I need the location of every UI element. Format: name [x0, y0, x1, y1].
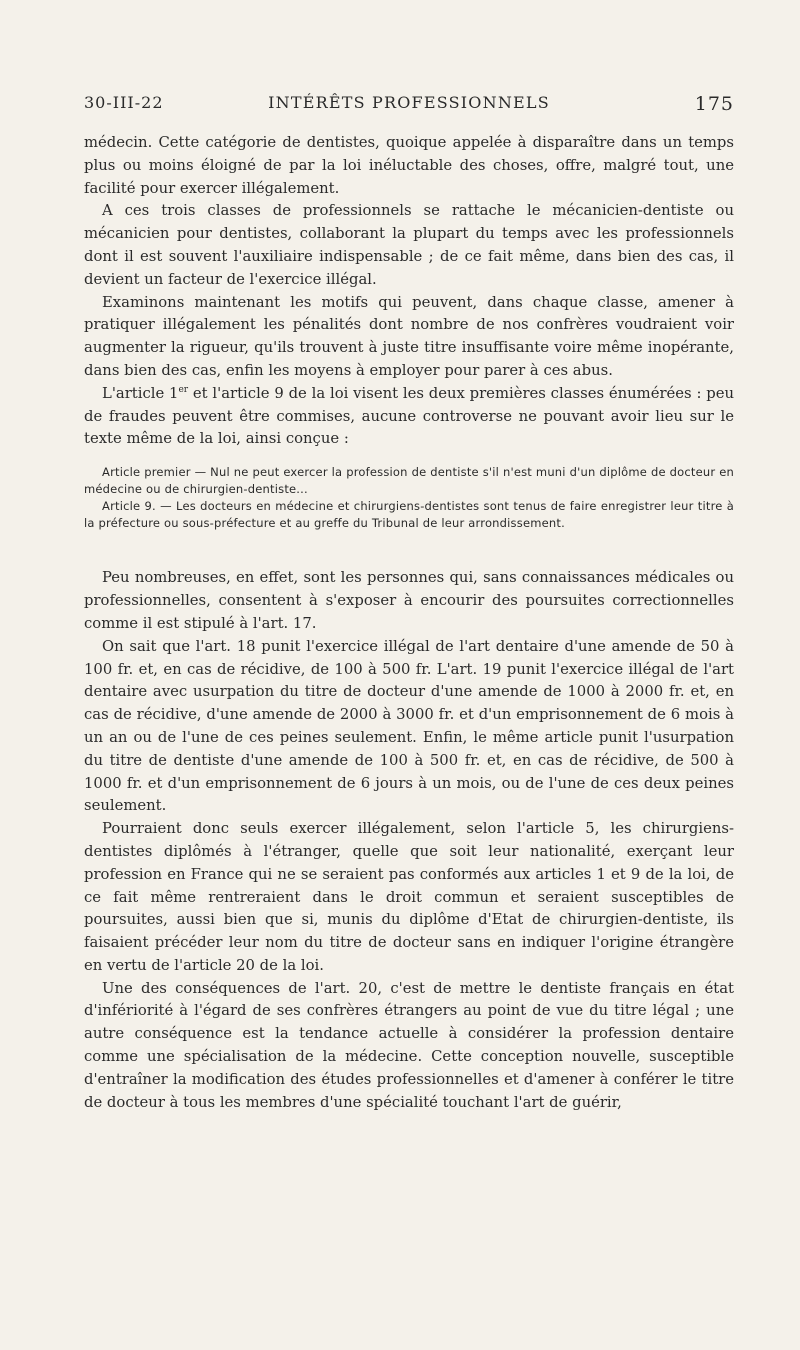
quoted-article: Article premier — Nul ne peut exercer la profession de dentiste s'il n'est muni d'un diplôme de docteur en médecine ou de chirurgien-dentiste...: [84, 465, 734, 496]
paragraph-articles: [84, 383, 734, 451]
paragraph: On sait que l'art. 18 punit l'exercice illégal de l'art dentaire d'une amende de 50 à 100 fr. et, en cas de récidive, de 100 à 500 fr. L'art. 19 punit l'exercice illégal de l'art dentaire avec usurpation du titre de docteur d'une amende de 1000 à 2000 fr. et, en cas de récidive, d'une amende de 2000 à 3000 fr. et d'un emprisonnement de 6 mois à un an ou de l'une de ces peines seulement. Enfin, le même article punit l'usurpation du titre de dentiste d'une amende de 100 à 500 fr. et, en cas de récidive, de 500 à 1000 fr. et d'un emprisonnement de 6 jours à un mois, ou de l'une de ces deux peines seulement.: [84, 637, 734, 815]
law-quotation: [84, 464, 734, 531]
page-number: 175: [694, 93, 734, 115]
paragraph: Examinons maintenant les motifs qui peuvent, dans chaque classe, amener à pratiquer illégalement les pénalités dont nombre de nos confrères voudraient voir augmenter la rigueur, qu'ils trouvent à juste titre insuffisante voire même inopérante, dans bien des cas, enfin les moyens à employer pour parer à ces abus.: [84, 293, 734, 379]
superscript: er: [178, 384, 189, 395]
paragraph: Peu nombreuses, en effet, sont les personnes qui, sans connaissances médicales ou professionnelles, consentent à s'exposer à encourir des poursuites correctionnelles comme il est stipulé à l'art. 17.: [84, 569, 734, 632]
text-before-quote: [84, 132, 734, 451]
paragraph-rest: et l'article 9 de la loi visent les deux premières classes énumérées : peu de fraudes peuvent être commises, aucune controverse ne pouvant avoir lieu sur le texte même de la loi, ainsi conçue :: [84, 384, 734, 448]
paragraph: A ces trois classes de professionnels se rattache le mécanicien-dentiste ou mécanicien pour dentistes, collaborant la plupart du temps avec les professionnels dont il est souvent l'auxiliaire indispensable ; de ce fait même, dans bien des cas, il devient un facteur de l'exercice illégal.: [84, 202, 734, 288]
running-header: [84, 93, 734, 119]
page-body: [84, 132, 734, 1114]
paragraph: Une des conséquences de l'art. 20, c'est de mettre le dentiste français en état d'infériorité à l'égard de ses confrères étrangers au point de vue du titre légal ; une autre conséquence est la tendance actuelle à considérer la profession dentaire comme une spécialisation de la médecine. Cette conception nouvelle, susceptible d'entraîner la modification des études professionnelles et d'amener à conférer le titre de docteur à tous les membres d'une spécialité touchant l'art de guérir,: [84, 979, 734, 1111]
text-after-quote: [84, 567, 734, 1114]
section-title: INTÉRÊTS PROFESSIONNELS: [268, 93, 550, 112]
paragraph: Pourraient donc seuls exercer illégalement, selon l'article 5, les chirurgiens-dentistes diplômés à l'étranger, quelle que soit leur nationalité, exerçant leur profession en France qui ne se seraient pas conformés aux articles 1 et 9 de la loi, de ce fait même rentreraient dans le droit commun et seraient susceptibles de poursuites, aussi bien que si, munis du diplôme d'Etat de chirurgien-dentiste, ils faisaient précéder leur nom du titre de docteur sans en indiquer l'origine étrangère en vertu de l'article 20 de la loi.: [84, 820, 734, 974]
paragraph: médecin. Cette catégorie de dentistes, quoique appelée à disparaître dans un temps plus ou moins éloigné de par la loi inéluctable des choses, offre, malgré tout, une facilité pour exercer illégalement.: [84, 134, 734, 197]
quoted-article: Article 9. — Les docteurs en médecine et chirurgiens-dentistes sont tenus de faire enregistrer leur titre à la préfecture ou sous-préfecture et au greffe du Tribunal de leur arrondissement.: [84, 498, 734, 530]
issue-date: 30-III-22: [84, 93, 164, 112]
paragraph-start: L'article 1: [102, 384, 179, 402]
